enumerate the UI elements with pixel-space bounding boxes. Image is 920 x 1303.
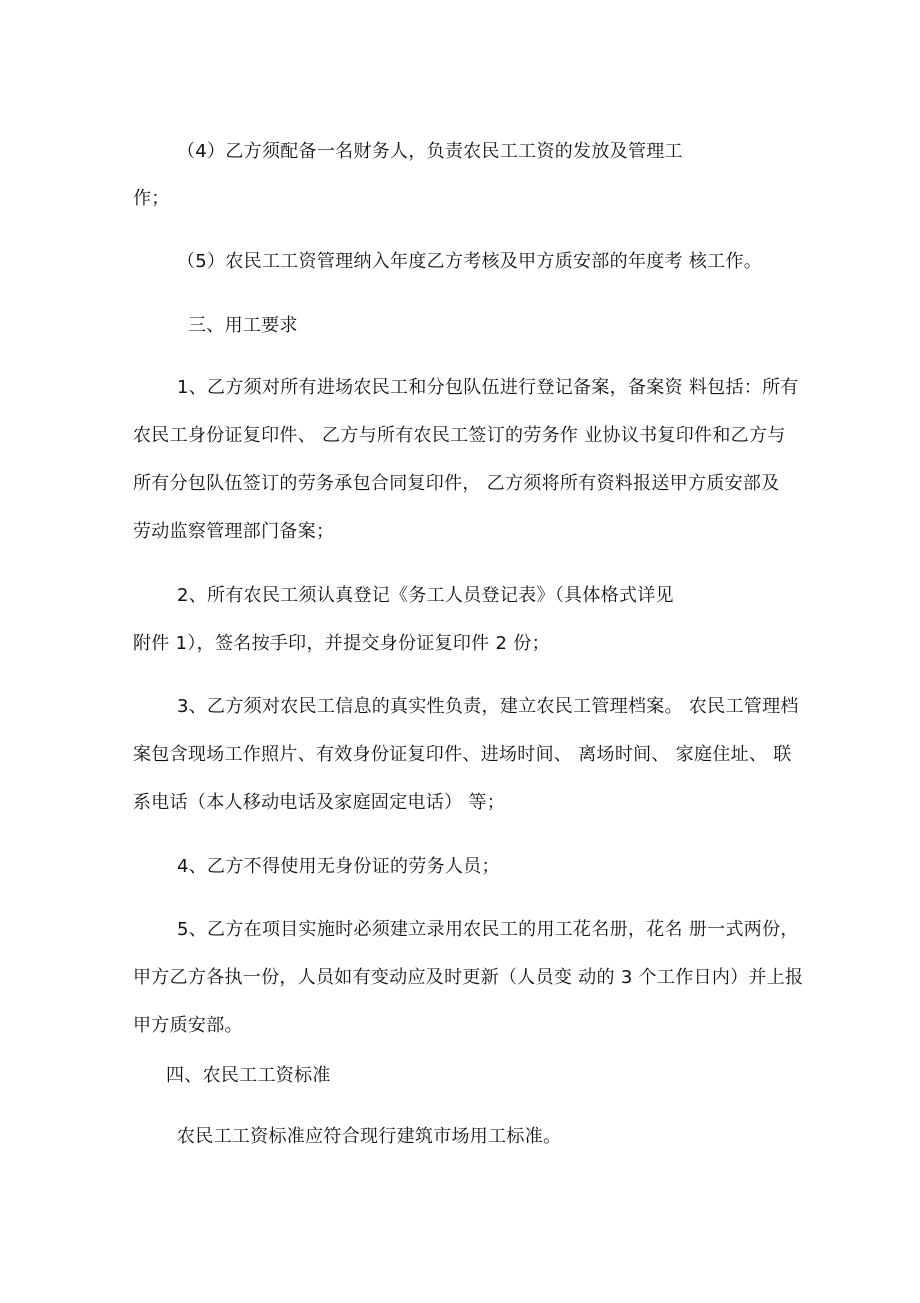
- item-1-line-4: 劳动监察管理部门备案；: [133, 521, 335, 542]
- section-4-body: 农民工工资标准应符合现行建筑市场用工标准。: [177, 1126, 562, 1147]
- item-2-line-2: 附件 1），签名按手印，并提交身份证复印件 2 份；: [133, 633, 550, 654]
- item-1-line-1: 1、乙方须对所有进场农民工和分包队伍进行登记备案，备案资 料包括：所有: [177, 377, 799, 398]
- item-4-line-1: 4、乙方不得使用无身份证的劳务人员；: [177, 856, 500, 877]
- item-5-line-1: 5、乙方在项目实施时必须建立录用农民工的用工花名册，花名 册一式两份，: [177, 919, 799, 940]
- item-3-line-3: 系电话（本人移动电话及家庭固定电话） 等；: [133, 792, 506, 813]
- clause-5-line-1: （5）农民工工资管理纳入年度乙方考核及甲方质安部的年度考 核工作。: [177, 251, 763, 272]
- item-5-line-2: 甲方乙方各执一份，人员如有变动应及时更新（人员变 动的 3 个工作日内）并上报: [133, 967, 804, 988]
- item-3-line-2: 案包含现场工作照片、有效身份证复印件、进场时间、 离场时间、 家庭住址、 联: [133, 744, 792, 765]
- section-4-heading: 四、农民工工资标准: [166, 1065, 331, 1086]
- item-1-line-3: 所有分包队伍签订的劳务承包合同复印件， 乙方须将所有资料报送甲方质安部及: [133, 473, 780, 494]
- clause-4-line-2: 作；: [133, 188, 170, 209]
- item-2-line-1: 2、所有农民工须认真登记《务工人员登记表》（具体格式详见: [177, 585, 674, 606]
- item-1-line-2: 农民工身份证复印件、 乙方与所有农民工签订的劳务作 业协议书复印件和乙方与: [133, 425, 786, 446]
- item-3-line-1: 3、乙方须对农民工信息的真实性负责，建立农民工管理档案。 农民工管理档: [177, 696, 799, 717]
- clause-4-line-1: （4）乙方须配备一名财务人，负责农民工工资的发放及管理工: [177, 141, 683, 162]
- section-3-heading: 三、用工要求: [188, 315, 298, 336]
- item-5-line-3: 甲方质安部。: [133, 1015, 243, 1036]
